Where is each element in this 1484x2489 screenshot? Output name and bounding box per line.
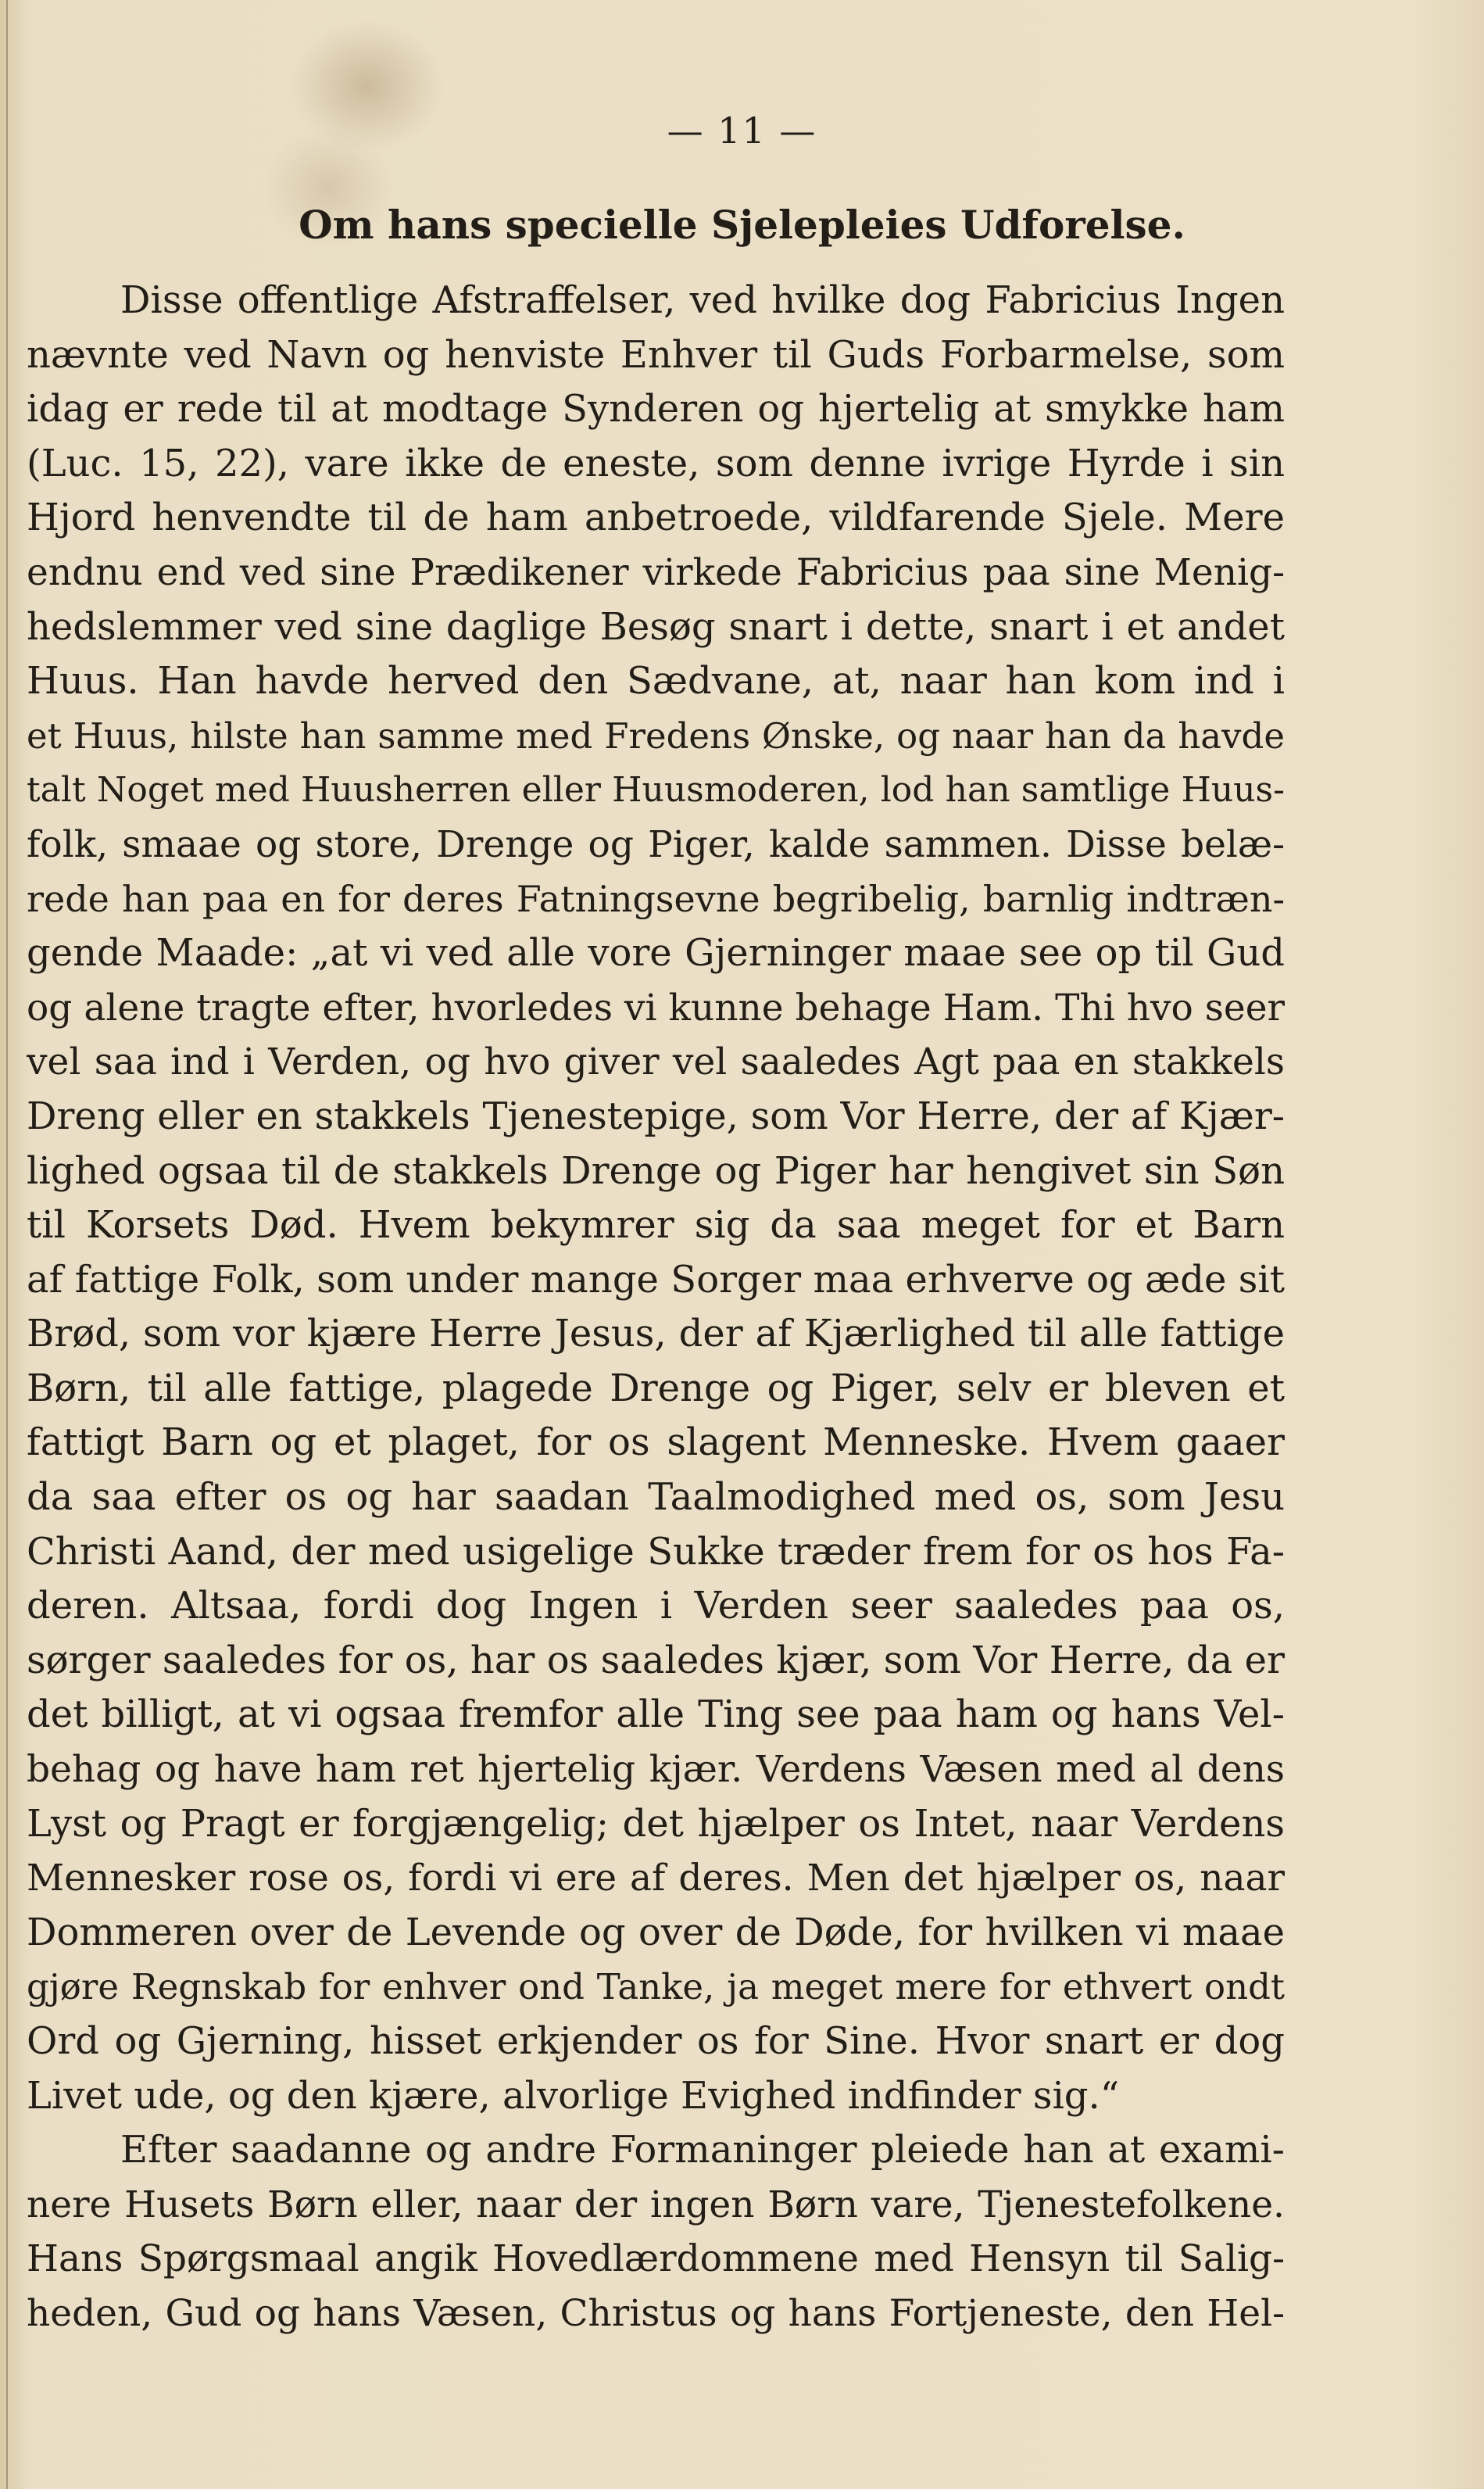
text-line: folk, smaae og store, Drenge og Piger, kalde sammen. Disse belæ-	[27, 822, 1285, 866]
text-line: Hans Spørgsmaal angik Hovedlærdommene med Hensyn til Salig-	[27, 2237, 1285, 2281]
text-line: rede han paa en for deres Fatningsevne begribelig, barnlig indtræn-	[27, 877, 1285, 920]
text-line: idag er rede til at modtage Synderen og hjertelig at smykke ham	[27, 387, 1285, 432]
section-heading: Om hans specielle Sjelepleies Udforelse.	[299, 202, 1185, 248]
text-line: hedslemmer ved sine daglige Besøg snart i dette, snart i et andet	[27, 604, 1285, 649]
text-line: (Luc. 15, 22), vare ikke de eneste, som denne ivrige Hyrde i sin	[27, 441, 1285, 485]
text-line: endnu end ved sine Prædikener virkede Fabricius paa sine Menig-	[27, 550, 1285, 594]
page-number: — 11 —	[667, 109, 817, 152]
text-line: Hjord henvendte til de ham anbetroede, vildfarende Sjele. Mere	[27, 496, 1285, 540]
body-text	[27, 274, 1285, 2341]
text-line: heden, Gud og hans Væsen, Christus og hans Fortjeneste, den Hel-	[27, 2291, 1285, 2335]
text-line: fattigt Barn og et plaget, for os slagent Menneske. Hvem gaaer	[27, 1420, 1285, 1465]
text-line: det billigt, at vi ogsaa fremfor alle Ting see paa ham og hans Vel-	[27, 1692, 1285, 1737]
text-line: Lyst og Pragt er forgjængelig; det hjælper os Intet, naar Verdens	[27, 1801, 1285, 1846]
text-line: Christi Aand, der med usigelige Sukke træder frem for os hos Fa-	[27, 1529, 1285, 1574]
page-edge-shadow	[6, 0, 8, 2489]
text-line: og alene tragte efter, hvorledes vi kunne behage Ham. Thi hvo seer	[27, 986, 1285, 1030]
text-line: Efter saadanne og andre Formaninger pleiede han at exami-	[120, 2128, 1285, 2172]
text-line: nere Husets Børn eller, naar der ingen Børn vare, Tjenestefolkene.	[27, 2183, 1285, 2226]
text-line: gende Maade: „at vi ved alle vore Gjerninger maae see op til Gud	[27, 931, 1285, 976]
text-line: nævnte ved Navn og henviste Enhver til Guds Forbarmelse, som	[27, 332, 1285, 377]
text-line: lighed ogsaa til de stakkels Drenge og Piger har hengivet sin Søn	[27, 1148, 1285, 1193]
text-line: Huus. Han havde herved den Sædvane, at, naar han kom ind i	[27, 659, 1285, 704]
text-line: Ord og Gjerning, hisset erkjender os for Sine. Hvor snart er dog	[27, 2019, 1285, 2063]
text-line: vel saa ind i Verden, og hvo giver vel saaledes Agt paa en stakkels	[27, 1040, 1285, 1084]
text-line: Mennesker rose os, fordi vi ere af deres. Men det hjælper os, naar	[27, 1857, 1285, 1900]
text-line: et Huus, hilste han samme med Fredens Ønske, og naar han da havde	[27, 714, 1285, 757]
text-line: deren. Altsaa, fordi dog Ingen i Verden seer saaledes paa os,	[27, 1584, 1285, 1628]
text-line: sørger saaledes for os, har os saaledes kjær, som Vor Herre, da er	[27, 1638, 1285, 1682]
text-line: til Korsets Død. Hvem bekymrer sig da saa meget for et Barn	[27, 1203, 1285, 1248]
text-line: Brød, som vor kjære Herre Jesus, der af Kjærlighed til alle fattige	[27, 1312, 1285, 1356]
text-line: behag og have ham ret hjertelig kjær. Verdens Væsen med al dens	[27, 1748, 1285, 1792]
text-line: Dreng eller en stakkels Tjenestepige, som Vor Herre, der af Kjær-	[27, 1094, 1285, 1138]
text-line: Børn, til alle fattige, plagede Drenge og Piger, selv er bleven et	[27, 1366, 1285, 1410]
text-line: talt Noget med Huusherren eller Huusmoderen, lod han samtlige Huus-	[27, 770, 1285, 811]
text-line: gjøre Regnskab for enhver ond Tanke, ja meget mere for ethvert ondt	[27, 1966, 1285, 2008]
text-line: Dommeren over de Levende og over de Døde, for hvilken vi maae	[27, 1910, 1285, 1954]
text-line: Disse offentlige Afstraffelser, ved hvilke dog Fabricius Ingen	[120, 278, 1285, 322]
text-line: da saa efter os og har saadan Taalmodighed med os, som Jesu	[27, 1475, 1285, 1520]
text-line: Livet ude, og den kjære, alvorlige Evighed indfinder sig.“	[27, 2073, 1120, 2118]
text-line: af fattige Folk, som under mange Sorger maa erhverve og æde sit	[27, 1257, 1285, 1302]
